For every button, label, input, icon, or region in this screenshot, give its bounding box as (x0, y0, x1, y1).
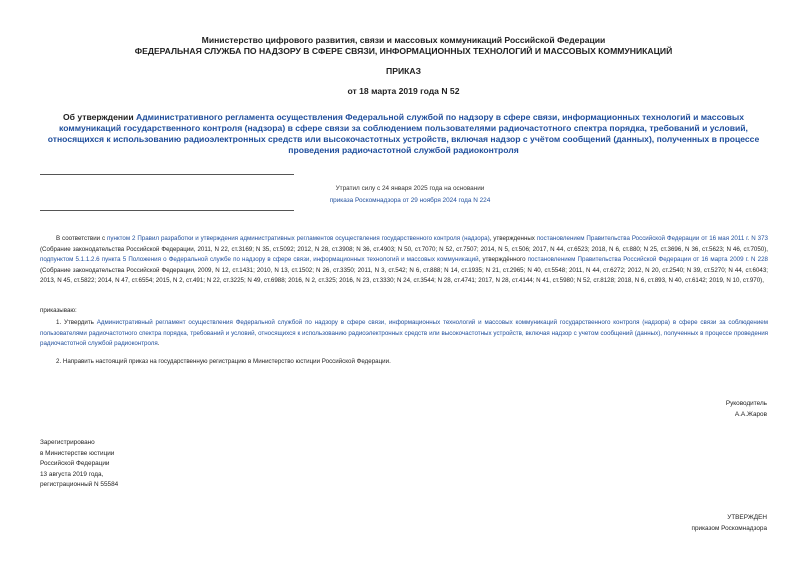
item-1-text: 1. Утвердить (56, 319, 97, 326)
approved-block (692, 512, 767, 534)
signature-name: А.А.Жаров (734, 411, 767, 418)
preamble-text-1: В соответствии с (56, 235, 108, 242)
preamble-text-5: (Собрание законодательства Российской Федерации, 2009, N 12, ст.1431; 2010, N 13, ст.1502; N 26, ст.3350; 2011, N 3, ст.542; N 6, ст.888; N 14, ст.1935; N 21, ст.2965; N 40, ст.5548; 2011, N 44, ст.6272; 2012, N 20, ст.2540; N 39, ст.5270; N 44, ст.6043; 2013, N 45, ст.5822; 2014, N 47, ст.6554; 2015, N 2, ст.491; N 22, ст.3225; N 49, ст.6988; 2016, N 2, ст.325; 2016, N 23, ст.3330; N 24, ст.3544; N 28, ст.4741; 2017, N 28, ст.4144; N 41, ст.5980; N 52, ст.8128; 2018, N 6, ст.893, N 40, ст.6142; 2019, N 10, ст.970), (40, 266, 768, 284)
document-date-number: от 18 марта 2019 года N 52 (347, 86, 460, 96)
registration-line: в Министерстве юстиции (40, 449, 115, 457)
preamble-text-2: , утвержденных (489, 235, 537, 242)
signature-block (726, 398, 767, 420)
orders-line: приказываю: (40, 307, 77, 314)
title-prefix: Об утверждении (62, 112, 137, 122)
document-type: ПРИКАЗ (386, 66, 421, 76)
preamble-paragraph (40, 234, 768, 287)
regulation-clause-link[interactable]: подпунктом 5.1.1.2.6 пункта 5 Положения о Федеральной службе по надзору в сфере связи, информационных технологий и массовых коммуникаций (40, 256, 479, 263)
registration-block (40, 438, 118, 491)
lapsed-order-link[interactable]: приказа Роскомнадзора от 29 ноября 2024 года N 224 (329, 197, 491, 204)
signature-role: Руководитель (725, 400, 767, 407)
divider-top (40, 174, 294, 175)
lapsed-status (300, 183, 520, 207)
order-item-2 (40, 357, 768, 368)
approved-label: УТВЕРЖДЕН (727, 514, 767, 521)
divider-bottom (40, 210, 294, 211)
document-header (40, 35, 767, 57)
preamble-text-3: (Собрание законодательства Российской Федерации, 2011, N 22, ст.3169; N 35, ст.5092; 2012, N 28, ст.3908; N 36, ст.4903; N 50, ст.7070; N 52, ст.7507; 2014, N 5, ст.506; 2017, N 44, ст.6523; 2018, N 6, ст.880; N 25, ст.3696, N 36, ст.5623; N 46, ст.7050), (40, 245, 768, 253)
registration-line: Российской Федерации (40, 460, 110, 468)
admin-regulation-link[interactable]: Административный регламент осуществления Федеральной службой по надзору в сфере связи, информационных технологий и массовых коммуникаций государственного контроля (надзора) в сфере связи за соблюдением пользователями радиочастотного спектра порядка, требований и условий, относящихся к использованию радиоэлектронных средств или высокочастотных устройств, включая надзор с учетом сообщений (данных), полученных в процессе проведения радиочастотной службой радиоконтроля (40, 319, 768, 347)
preamble-text-4: , утверждённого (478, 256, 528, 263)
registration-line: Зарегистрировано (40, 439, 95, 446)
registration-line: регистрационный N 55584 (40, 481, 119, 489)
item-1-end: . (157, 340, 160, 347)
lapsed-status-text: Утратил силу с 24 января 2025 года на основании (335, 185, 485, 192)
order-item-1 (40, 318, 768, 350)
title-regulation-link[interactable]: Административного регламента осуществления Федеральной службой по надзору в сфере связи, информационных технологий и массовых коммуникаций государственного контроля (надзора) в сфере связи за соблюдением пользователями радиочастотного спектра порядка, требований и условий, относящихся к использованию радиоэлектронных средств или высокочастотных устройств, включая надзор с учётом сообщений (данных), полученных в процессе проведения радиочастотной службой радиоконтроля (47, 112, 760, 155)
approved-by: приказом Роскомнадзора (691, 525, 767, 532)
ministry-name: Министерство цифрового развития, связи и массовых коммуникаций Российской Федерации (201, 35, 606, 45)
item-2-text: 2. Направить настоящий приказ на государственную регистрацию в Министерство юстиции Российской Федерации. (56, 358, 391, 365)
rules-link[interactable]: пунктом 2 Правил разработки и утверждения административных регламентов осуществления государственного контроля (надзора) (107, 235, 490, 242)
document-title (40, 112, 767, 156)
registration-line: 13 августа 2019 года, (40, 470, 104, 478)
service-name: ФЕДЕРАЛЬНАЯ СЛУЖБА ПО НАДЗОРУ В СФЕРЕ СВЯЗИ, ИНФОРМАЦИОННЫХ ТЕХНОЛОГИЙ И МАССОВЫХ КОММУНИКАЦИЙ (134, 46, 673, 56)
resolution-228-link[interactable]: постановлением Правительства Российской Федерации от 16 марта 2009 г. N 228 (527, 256, 768, 263)
resolution-373-link[interactable]: постановлением Правительства Российской Федерации от 16 мая 2011 г. N 373 (536, 235, 768, 242)
